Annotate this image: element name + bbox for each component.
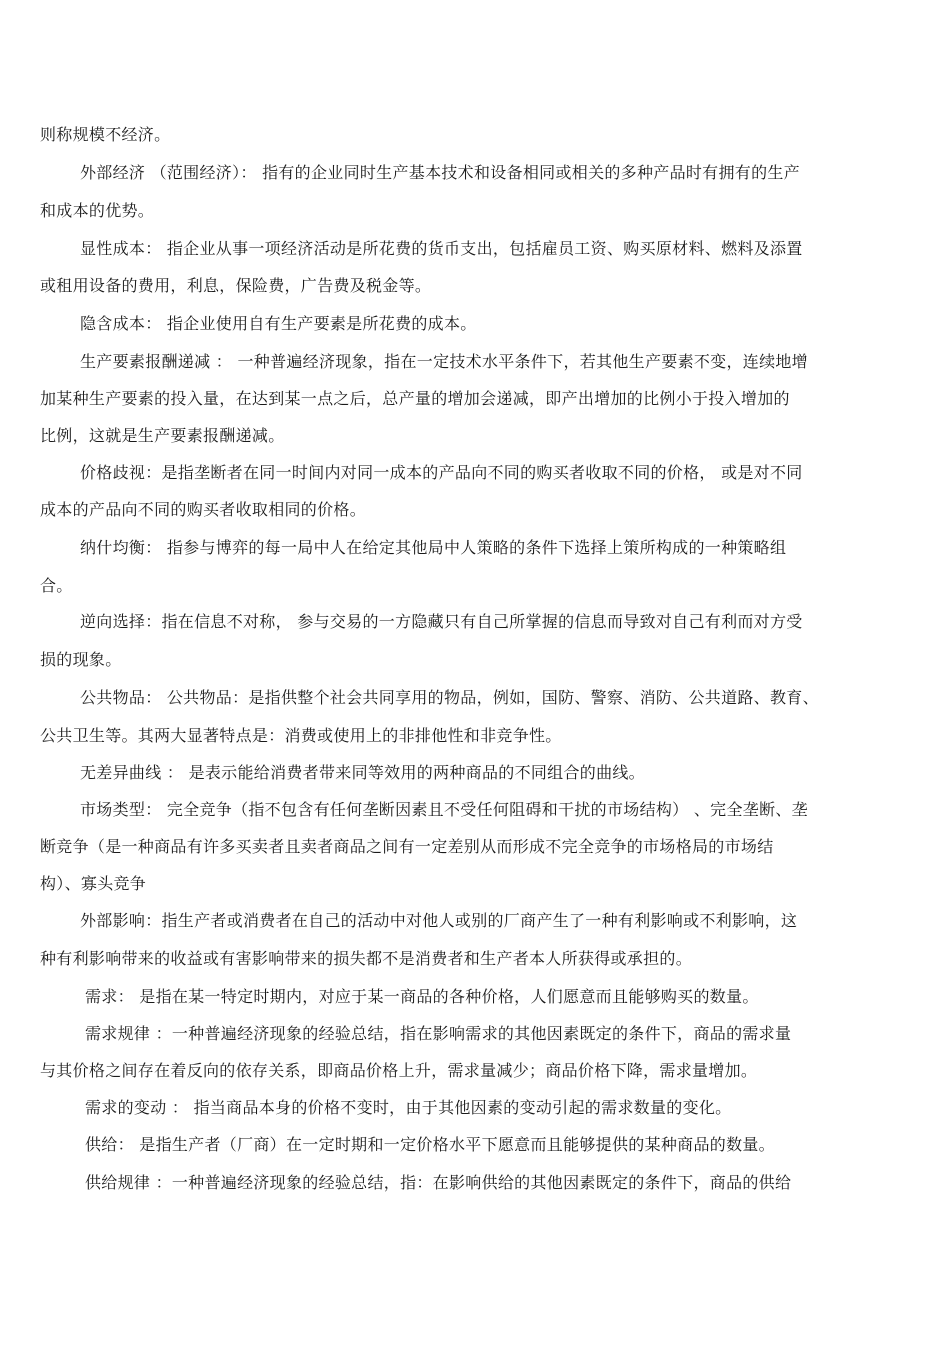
text-line: 构）、寡头竞争 bbox=[40, 874, 147, 893]
text-line: 外部经济 （范围经济）： 指有的企业同时生产基本技术和设备相同或相关的多种产品时有拥有的生产 bbox=[80, 163, 800, 182]
text-line: 供给： 是指生产者（厂商）在一定时期和一定价格水平下愿意而且能够提供的某种商品的数量。 bbox=[85, 1135, 775, 1154]
text-line: 需求： 是指在某一特定时期内，对应于某一商品的各种价格，人们愿意而且能够购买的数量。 bbox=[85, 987, 759, 1006]
text-line: 需求规律 ：一种普遍经济现象的经验总结，指在影响需求的其他因素既定的条件下，商品的需求量 bbox=[85, 1024, 792, 1043]
text-line: 损的现象。 bbox=[40, 650, 122, 669]
text-line: 与其价格之间存在着反向的依存关系，即商品价格上升，需求量减少；商品价格下降，需求量增加。 bbox=[40, 1061, 758, 1080]
text-line: 成本的产品向不同的购买者收取相同的价格。 bbox=[40, 500, 367, 519]
text-line: 无差异曲线 ： 是表示能给消费者带来同等效用的两种商品的不同组合的曲线。 bbox=[80, 763, 645, 782]
text-line: 外部影响：指生产者或消费者在自己的活动中对他人或别的厂商产生了一种有利影响或不利影响，这 bbox=[80, 911, 798, 930]
text-line: 需求的变动 ： 指当商品本身的价格不变时，由于其他因素的变动引起的需求数量的变化。 bbox=[85, 1098, 732, 1117]
text-line: 和成本的优势。 bbox=[40, 201, 155, 220]
text-line: 合。 bbox=[40, 576, 73, 595]
text-line: 则称规模不经济。 bbox=[40, 125, 171, 144]
text-line: 种有利影响带来的收益或有害影响带来的损失都不是消费者和生产者本人所获得或承担的。 bbox=[40, 949, 693, 968]
text-line: 生产要素报酬递减 ： 一种普遍经济现象，指在一定技术水平条件下，若其他生产要素不变，连续地增 bbox=[80, 352, 808, 371]
text-line: 供给规律 ：一种普遍经济现象的经验总结，指：在影响供给的其他因素既定的条件下，商品的供给 bbox=[85, 1173, 792, 1192]
text-line: 加某种生产要素的投入量，在达到某一点之后，总产量的增加会递减，即产出增加的比例小于投入增加的 bbox=[40, 389, 790, 408]
text-line: 比例，这就是生产要素报酬递减。 bbox=[40, 426, 285, 445]
text-line: 公共物品： 公共物品：是指供整个社会共同享用的物品，例如，国防、警察、消防、公共道路、教育、 bbox=[80, 688, 819, 707]
text-line: 纳什均衡： 指参与博弈的每一局中人在给定其他局中人策略的条件下选择上策所构成的一种策略组 bbox=[80, 538, 787, 557]
text-line: 公共卫生等。其两大显著特点是：消费或使用上的非排他性和非竞争性。 bbox=[40, 726, 562, 745]
text-line: 价格歧视：是指垄断者在同一时间内对同一成本的产品向不同的购买者收取不同的价格， 或是对不同 bbox=[80, 463, 803, 482]
text-line: 或租用设备的费用，利息，保险费，广告费及税金等。 bbox=[40, 276, 432, 295]
text-line: 隐含成本： 指企业使用自有生产要素是所花费的成本。 bbox=[80, 314, 477, 333]
text-line: 市场类型： 完全竞争（指不包含有任何垄断因素且不受任何阻碍和干扰的市场结构） 、完全垄断、垄 bbox=[80, 800, 808, 819]
text-line: 断竞争（是一种商品有许多买卖者且卖者商品之间有一定差别从而形成不完全竞争的市场格局的市场结 bbox=[40, 837, 774, 856]
text-line: 逆向选择：指在信息不对称， 参与交易的一方隐藏只有自己所掌握的信息而导致对自己有利而对方受 bbox=[80, 612, 803, 631]
text-line: 显性成本： 指企业从事一项经济活动是所花费的货币支出，包括雇员工资、购买原材料、燃料及添置 bbox=[80, 239, 803, 258]
